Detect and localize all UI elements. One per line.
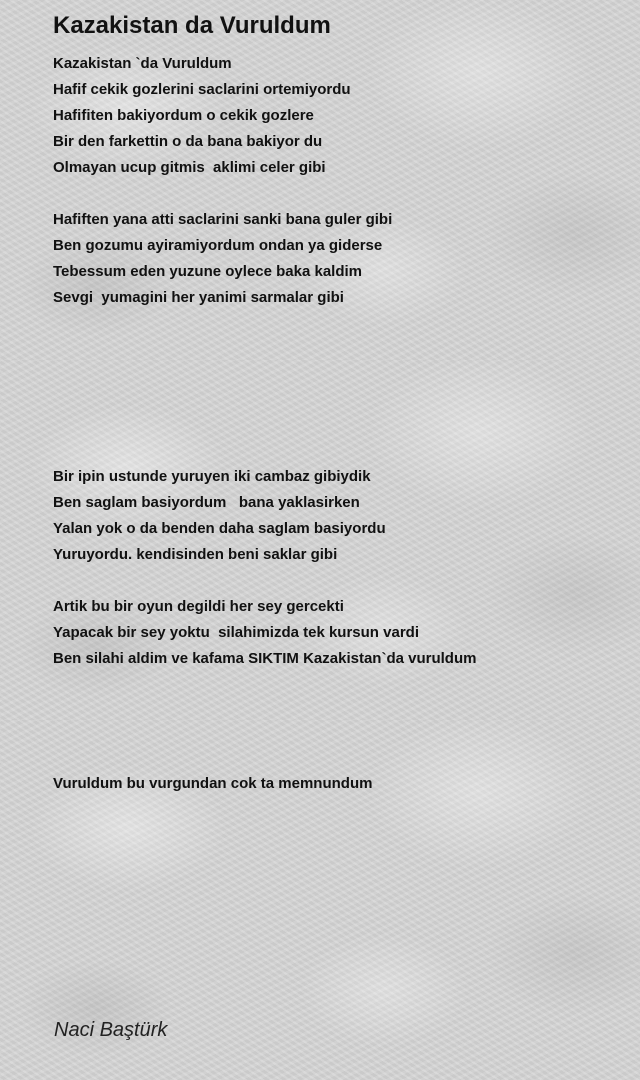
poem-line: Ben gozumu ayiramiyordum ondan ya giderse xyxy=(53,237,383,254)
stanza-3 xyxy=(53,464,386,568)
poem-line: Sevgi yumagini her yanimi sarmalar gibi xyxy=(53,289,344,306)
poem-line: Yalan yok o da benden daha saglam basiyordu xyxy=(53,520,386,537)
stanza-1 xyxy=(53,51,351,181)
poem-line: Artik bu bir oyun degildi her sey gercekti xyxy=(53,598,344,615)
poem-title: Kazakistan da Vuruldum xyxy=(53,12,331,39)
poem-line: Hafiften yana atti saclarini sanki bana guler gibi xyxy=(53,211,393,228)
stanza-5 xyxy=(53,771,372,797)
poem-line: Bir den farkettin o da bana bakiyor du xyxy=(53,133,323,150)
poem-line: Bir ipin ustunde yuruyen iki cambaz gibiydik xyxy=(53,468,371,485)
poem-line: Vuruldum bu vurgundan cok ta memnundum xyxy=(53,775,373,792)
poem-line: Yuruyordu. kendisinden beni saklar gibi xyxy=(53,546,338,563)
poem-line: Yapacak bir sey yoktu silahimizda tek kursun vardi xyxy=(53,624,419,641)
poem-line: Hafifiten bakiyordum o cekik gozlere xyxy=(53,107,314,124)
poem-line: Olmayan ucup gitmis aklimi celer gibi xyxy=(53,159,326,176)
stanza-4 xyxy=(53,594,476,672)
poem-line: Ben silahi aldim ve kafama SIKTIM Kazakistan`da vuruldum xyxy=(53,650,477,667)
stanza-2 xyxy=(53,207,392,311)
poem-line: Tebessum eden yuzune oylece baka kaldim xyxy=(53,263,363,280)
poem-author: Naci Baştürk xyxy=(54,1019,168,1041)
poem-line: Hafif cekik gozlerini saclarini ortemiyordu xyxy=(53,81,351,98)
poem-line: Kazakistan `da Vuruldum xyxy=(53,55,232,72)
poem-line: Ben saglam basiyordum bana yaklasirken xyxy=(53,494,360,511)
